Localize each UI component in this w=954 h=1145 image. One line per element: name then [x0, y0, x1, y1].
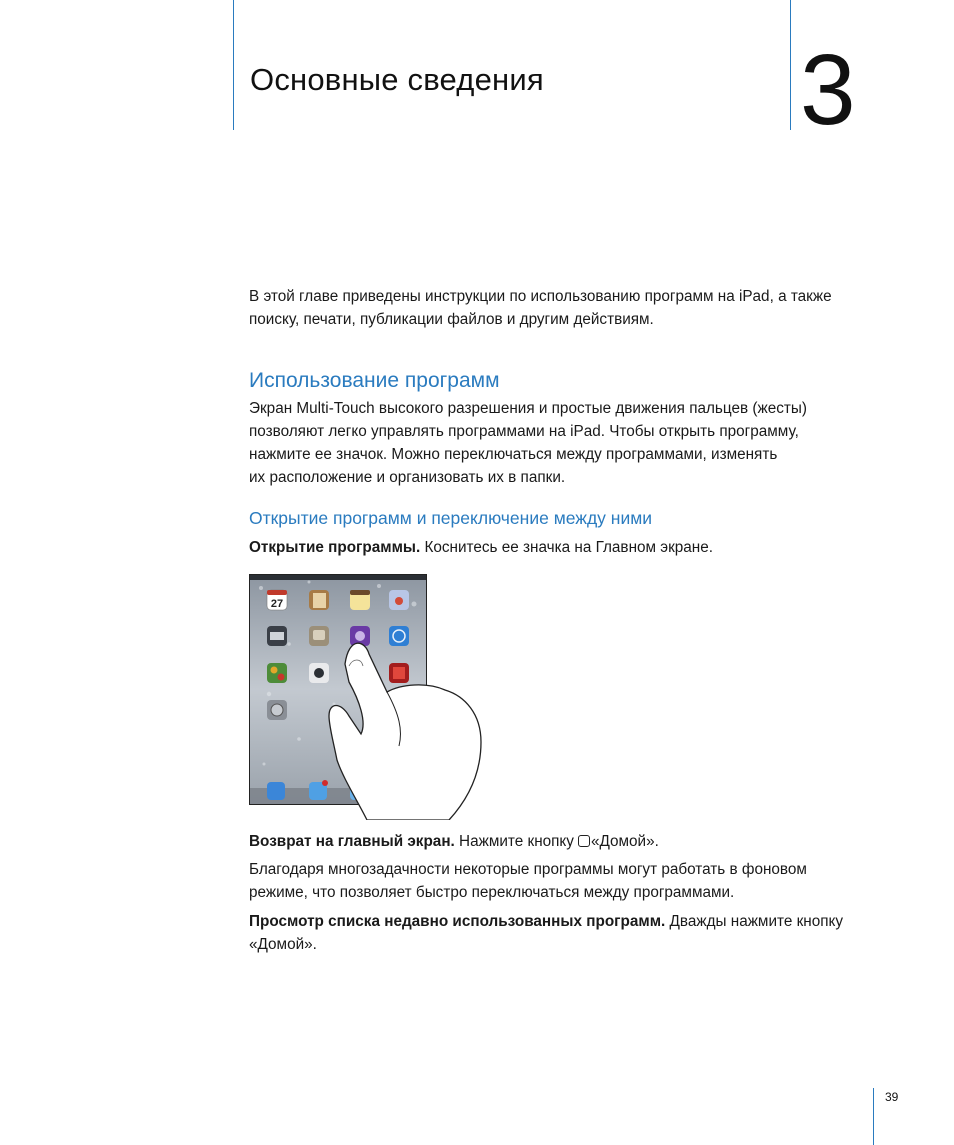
photo-booth-icon	[309, 663, 329, 683]
ipad-home-screen-illustration	[249, 574, 489, 820]
calendar-icon	[267, 590, 287, 610]
photos-icon	[389, 663, 409, 683]
subsection-heading: Открытие программ и переключение между ними	[249, 508, 653, 528]
intro-line-2: поиску, печати, публикации файлов и другим действиям.	[249, 311, 654, 328]
section-heading: Использование программ	[249, 369, 500, 392]
recent-apps-line-2: «Домой».	[249, 936, 317, 953]
videos-icon	[267, 626, 287, 646]
section-paragraph	[249, 397, 869, 489]
app-store-icon	[389, 626, 409, 646]
open-app-label: Открытие программы.	[249, 539, 421, 556]
section-line-1: Экран Multi-Touch высокого разрешения и простые движения пальцев (жесты)	[249, 400, 807, 417]
recent-apps-text: Дважды нажмите кнопку	[665, 913, 844, 930]
contacts-icon	[309, 590, 329, 610]
recent-apps-label: Просмотр списка недавно использованных программ.	[249, 913, 666, 930]
return-home-label: Возврат на главный экран.	[249, 833, 455, 850]
youtube-icon	[309, 626, 329, 646]
intro-paragraph	[249, 285, 869, 331]
return-home-paragraph	[249, 830, 869, 853]
notes-icon	[350, 590, 370, 610]
open-app-text: Коснитесь ее значка на Главном экране.	[420, 539, 714, 556]
page-number: 39	[885, 1090, 899, 1104]
settings-icon	[267, 700, 287, 720]
chapter-left-rule	[233, 0, 234, 130]
return-home-text-2: «Домой».	[590, 833, 659, 850]
chapter-right-rule	[790, 0, 791, 130]
section-line-2: позволяют легко управлять программами на iPad. Чтобы открыть программу,	[249, 423, 799, 440]
chapter-title: Основные сведения	[250, 62, 544, 97]
footer-rule	[873, 1088, 874, 1145]
safari-icon	[267, 782, 285, 800]
section-line-4: их расположение и организовать их в папки.	[249, 469, 566, 486]
multitask-line-2: режиме, что позволяет быстро переключаться между программами.	[249, 884, 735, 901]
multitask-line-1: Благодаря многозадачности некоторые программы могут работать в фоновом	[249, 861, 807, 878]
calendar-day: 27	[270, 598, 284, 610]
game-center-icon	[267, 663, 287, 683]
section-line-3: нажмите ее значок. Можно переключаться между программами, изменять	[249, 446, 778, 463]
chapter-number: 3	[800, 34, 856, 146]
home-button-icon	[578, 835, 590, 847]
multitasking-paragraph	[249, 858, 869, 904]
open-app-paragraph	[249, 536, 869, 559]
maps-icon	[389, 590, 409, 610]
return-home-text: Нажмите кнопку	[454, 833, 574, 850]
recent-apps-paragraph	[249, 910, 869, 956]
intro-line-1: В этой главе приведены инструкции по использованию программ на iPad, а также	[249, 288, 832, 305]
